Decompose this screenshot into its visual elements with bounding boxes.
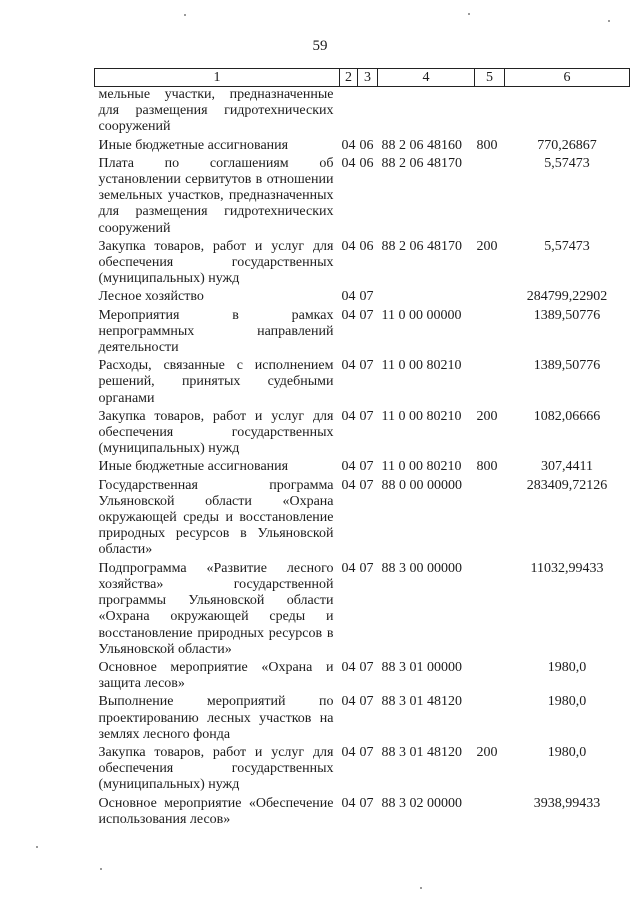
table-row — [95, 409, 630, 460]
row-subsection: 07 — [359, 289, 374, 305]
row-expense-type — [475, 561, 505, 660]
header-col-section: 2 — [340, 69, 358, 87]
row-subsection: 07 — [359, 358, 374, 374]
row-expense-type: 200 — [476, 408, 498, 424]
table-row — [95, 694, 630, 745]
row-amount: 1980,0 — [547, 659, 587, 675]
row-expense-type: 800 — [476, 459, 498, 475]
row-name: Закупка товаров, работ и услуг для обеспечения государственных (муниципальных) нужд — [98, 238, 334, 287]
row-name: Закупка товаров, работ и услуг для обеспечения государственных (муниципальных) нужд — [98, 744, 334, 793]
row-target-article — [378, 289, 475, 307]
page-number: 59 — [312, 38, 328, 54]
row-amount: 1980,0 — [547, 694, 587, 710]
row-expense-type — [475, 87, 505, 138]
row-target-article: 88 3 02 00000 — [381, 795, 462, 811]
row-target-article: 88 3 01 00000 — [381, 659, 462, 675]
row-section: 04 — [341, 795, 356, 811]
row-amount: 1389,50776 — [533, 307, 601, 323]
header-col-amount: 6 — [505, 69, 630, 87]
row-target-article: 88 0 00 00000 — [381, 477, 462, 493]
table-row — [95, 660, 630, 694]
row-section: 04 — [341, 694, 356, 710]
row-target-article: 88 2 06 48170 — [381, 238, 462, 254]
header-col-expense-type: 5 — [475, 69, 505, 87]
row-target-article: 11 0 00 80210 — [381, 358, 462, 374]
row-expense-type — [475, 156, 505, 239]
row-name: мельные участки, предназначенные для размещения гидротехнических сооружений — [98, 87, 334, 135]
header-row — [95, 69, 630, 87]
row-section: 04 — [341, 155, 356, 171]
row-expense-type — [475, 478, 505, 561]
table-row — [95, 796, 630, 830]
table-row — [95, 289, 630, 307]
row-amount: 1082,06666 — [533, 408, 601, 424]
row-target-article: 11 0 00 80210 — [381, 459, 462, 475]
row-target-article — [378, 87, 475, 138]
row-expense-type: 800 — [476, 137, 498, 153]
row-subsection: 06 — [359, 238, 374, 254]
table-row — [95, 561, 630, 660]
row-name: Подпрограмма «Развитие лесного хозяйства» государственной программы Ульяновской области «Охрана окружающей среды и восстановление природных ресурсов в Ульяновской области» — [98, 560, 334, 657]
row-expense-type — [475, 796, 505, 830]
row-subsection: 07 — [359, 694, 374, 710]
table-row — [95, 138, 630, 156]
row-subsection: 07 — [359, 560, 374, 576]
row-subsection: 06 — [359, 137, 374, 153]
scan-speck — [608, 20, 610, 22]
row-expense-type: 200 — [476, 238, 498, 254]
row-expense-type — [475, 289, 505, 307]
row-section: 04 — [341, 477, 356, 493]
table-row — [95, 239, 630, 290]
row-amount: 1389,50776 — [533, 358, 601, 374]
row-expense-type — [475, 358, 505, 409]
row-target-article: 88 2 06 48170 — [381, 155, 462, 171]
scan-speck — [468, 13, 470, 15]
scan-speck — [36, 846, 38, 848]
table-row — [95, 156, 630, 239]
row-section: 04 — [341, 408, 356, 424]
row-name: Основное мероприятие «Охрана и защита лесов» — [98, 659, 334, 692]
row-target-article: 88 3 01 48120 — [381, 694, 462, 710]
row-subsection: 07 — [359, 795, 374, 811]
table-row — [95, 308, 630, 359]
row-name: Лесное хозяйство — [98, 289, 204, 305]
row-subsection: 07 — [359, 659, 374, 675]
row-amount: 284799,22902 — [526, 289, 608, 305]
row-target-article: 11 0 00 80210 — [381, 408, 462, 424]
scan-speck — [420, 887, 422, 889]
row-subsection — [358, 87, 378, 138]
row-target-article: 88 2 06 48160 — [381, 137, 462, 153]
row-subsection: 07 — [359, 744, 374, 760]
row-amount: 3938,99433 — [533, 795, 601, 811]
row-subsection: 07 — [359, 408, 374, 424]
row-amount: 770,26867 — [537, 137, 597, 153]
table-row — [95, 87, 630, 138]
row-subsection: 07 — [359, 307, 374, 323]
row-subsection: 07 — [359, 477, 374, 493]
table-row — [95, 478, 630, 561]
scan-speck — [184, 14, 186, 16]
row-section: 04 — [341, 358, 356, 374]
row-name: Расходы, связанные с исполнением решений, принятых судебными органами — [98, 358, 334, 406]
row-target-article: 88 3 01 48120 — [381, 744, 462, 760]
row-subsection: 07 — [359, 459, 374, 475]
header-col-target-article: 4 — [378, 69, 475, 87]
row-name: Иные бюджетные ассигнования — [98, 459, 289, 475]
row-name: Мероприятия в рамках непрограммных направлений деятельности — [98, 307, 334, 356]
row-expense-type: 200 — [476, 744, 498, 760]
row-name: Плата по соглашениям об установлении сервитутов в отношении земельных участков, предназначенных для размещения гидротехнических сооружений — [98, 155, 334, 236]
row-section: 04 — [341, 238, 356, 254]
header-col-subsection: 3 — [358, 69, 378, 87]
table-row — [95, 459, 630, 477]
row-section — [340, 87, 358, 138]
row-target-article: 11 0 00 00000 — [381, 307, 462, 323]
row-name: Иные бюджетные ассигнования — [98, 137, 289, 153]
row-amount — [505, 87, 630, 138]
table-row — [95, 745, 630, 796]
row-section: 04 — [341, 137, 356, 153]
row-expense-type — [475, 308, 505, 359]
row-amount: 1980,0 — [547, 744, 587, 760]
header-col-name: 1 — [95, 69, 340, 87]
row-amount: 283409,72126 — [526, 477, 608, 493]
row-name: Основное мероприятие «Обеспечение использования лесов» — [98, 795, 334, 827]
row-section: 04 — [341, 560, 356, 576]
row-section: 04 — [341, 459, 356, 475]
row-expense-type — [475, 660, 505, 694]
row-section: 04 — [341, 307, 356, 323]
row-section: 04 — [341, 289, 356, 305]
row-amount: 11032,99433 — [530, 560, 604, 576]
row-amount: 307,4411 — [541, 459, 593, 475]
row-section: 04 — [341, 744, 356, 760]
scan-speck — [100, 868, 102, 870]
row-name: Выполнение мероприятий по проектированию лесных участков на землях лесного фонда — [98, 694, 334, 742]
row-name: Закупка товаров, работ и услуг для обеспечения государственных (муниципальных) нужд — [98, 408, 334, 457]
row-section: 04 — [341, 659, 356, 675]
budget-table — [94, 68, 630, 830]
row-expense-type — [475, 694, 505, 745]
row-name: Государственная программа Ульяновской области «Охрана окружающей среды и восстановление природных ресурсов в Ульяновской области» — [98, 477, 334, 558]
row-amount: 5,57473 — [544, 155, 590, 171]
row-amount: 5,57473 — [544, 238, 590, 254]
row-target-article: 88 3 00 00000 — [381, 560, 462, 576]
table-row — [95, 358, 630, 409]
row-subsection: 06 — [359, 155, 374, 171]
